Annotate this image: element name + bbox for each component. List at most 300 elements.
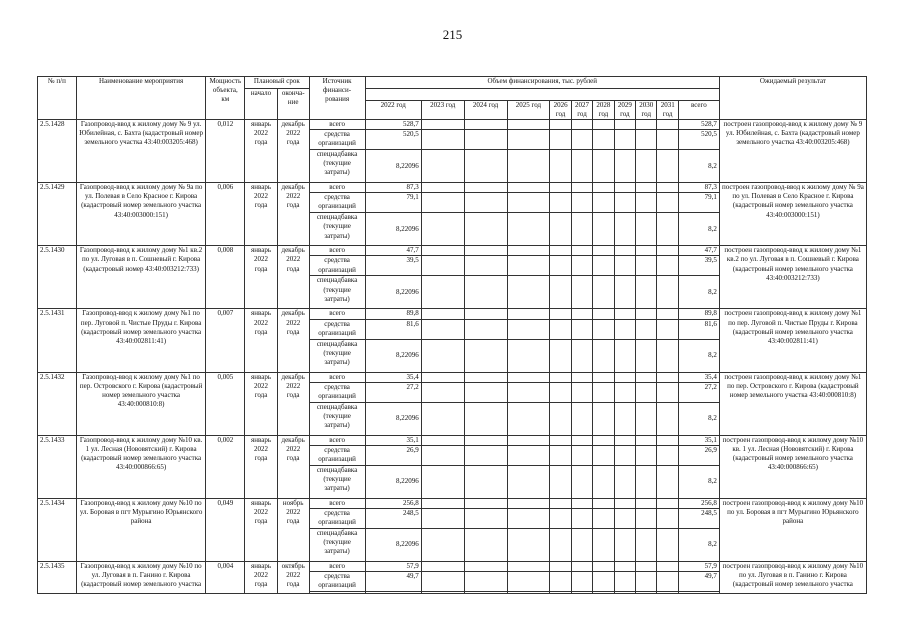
empty-cell xyxy=(507,382,550,402)
empty-cell xyxy=(571,402,592,435)
value-2022-org: 49,7 xyxy=(365,571,421,591)
source-org: средства организаций xyxy=(309,382,365,402)
source-org: средства организаций xyxy=(309,193,365,213)
empty-cell xyxy=(421,256,464,276)
empty-cell xyxy=(550,402,571,435)
table-row xyxy=(38,435,867,445)
value-2022-total: 89,8 xyxy=(365,309,421,319)
empty-cell xyxy=(571,508,592,528)
row-capacity: 0,005 xyxy=(206,372,245,435)
value-2022-org: 520,5 xyxy=(365,130,421,150)
value-total: 87,3 xyxy=(678,183,719,193)
empty-cell xyxy=(614,498,635,508)
empty-cell xyxy=(421,130,464,150)
row-result: построен газопровод-ввод к жилому дому №10 кв. 1 ул. Лесная (Нововятский) г. Кирова (кадастровый номер земельного участка 43:40:000866:65) xyxy=(719,435,866,498)
source-org: средства организаций xyxy=(309,319,365,339)
table-row xyxy=(38,561,867,571)
row-start: январь 2022 года xyxy=(245,498,278,561)
empty-cell xyxy=(636,256,657,276)
row-number: 2.5.1435 xyxy=(38,561,77,593)
row-end: декабрь 2022 года xyxy=(277,435,309,498)
value-2022-org: 248,5 xyxy=(365,508,421,528)
row-result: построен газопровод-ввод к жилому дому №1 по пер. Островского г. Кирова (кадастровый номер земельного участка 43:40:000810:8) xyxy=(719,372,866,435)
source-org: средства организаций xyxy=(309,508,365,528)
empty-cell xyxy=(464,372,507,382)
empty-cell xyxy=(571,130,592,150)
empty-cell xyxy=(636,508,657,528)
empty-cell xyxy=(507,213,550,246)
empty-cell xyxy=(421,561,464,571)
value-total-tariff: 8,2 xyxy=(678,276,719,309)
empty-cell xyxy=(657,591,678,593)
row-capacity: 0,012 xyxy=(206,120,245,183)
empty-cell xyxy=(636,319,657,339)
empty-cell xyxy=(550,528,571,561)
source-tariff: спецнадбавка (текущие затраты) xyxy=(309,276,365,309)
empty-cell xyxy=(614,571,635,591)
value-total-org: 39,5 xyxy=(678,256,719,276)
empty-cell xyxy=(614,508,635,528)
value-2022-tariff xyxy=(365,591,421,593)
empty-cell xyxy=(550,213,571,246)
value-total-tariff: 8,2 xyxy=(678,213,719,246)
empty-cell xyxy=(636,435,657,445)
empty-cell xyxy=(657,435,678,445)
empty-cell xyxy=(614,561,635,571)
value-total-org: 27,2 xyxy=(678,382,719,402)
empty-cell xyxy=(464,193,507,213)
value-2022-total: 256,8 xyxy=(365,498,421,508)
empty-cell xyxy=(636,372,657,382)
row-result: построен газопровод-ввод к жилому дому №10 по ул. Боровая в пгт Мурыгино Юрьянского района xyxy=(719,498,866,561)
row-result: построен газопровод-ввод к жилому дому №10 по ул. Луговая в п. Ганино г. Кирова (кадастровый номер земельного участка xyxy=(719,561,866,593)
table-row xyxy=(38,120,867,130)
empty-cell xyxy=(657,382,678,402)
empty-cell xyxy=(507,183,550,193)
value-total: 35,1 xyxy=(678,435,719,445)
row-end: декабрь 2022 года xyxy=(277,183,309,246)
header-source: Источник финанси-рования xyxy=(309,77,365,120)
empty-cell xyxy=(507,402,550,435)
header-result: Ожидаемый результат xyxy=(719,77,866,120)
empty-cell xyxy=(614,256,635,276)
header-funding: Объем финансирования, тыс. рублей xyxy=(365,77,719,89)
empty-cell xyxy=(550,571,571,591)
empty-cell xyxy=(421,382,464,402)
empty-cell xyxy=(421,120,464,130)
funding-table xyxy=(37,76,867,594)
header-year: 2031 год xyxy=(657,101,678,120)
empty-cell xyxy=(550,130,571,150)
empty-cell xyxy=(507,435,550,445)
value-2022-org: 81,6 xyxy=(365,319,421,339)
header-year: 2027 год xyxy=(571,101,592,120)
empty-cell xyxy=(657,246,678,256)
empty-cell xyxy=(657,319,678,339)
row-start: январь 2022 года xyxy=(245,246,278,309)
empty-cell xyxy=(464,130,507,150)
empty-cell xyxy=(464,498,507,508)
row-end: ноябрь 2022 года xyxy=(277,498,309,561)
empty-cell xyxy=(593,246,614,256)
header-year: 2024 год xyxy=(464,101,507,120)
empty-cell xyxy=(636,246,657,256)
value-total-tariff: 8,2 xyxy=(678,402,719,435)
empty-cell xyxy=(550,246,571,256)
value-total: 528,7 xyxy=(678,120,719,130)
empty-cell xyxy=(550,435,571,445)
value-total-org: 520,5 xyxy=(678,130,719,150)
empty-cell xyxy=(657,213,678,246)
row-start: январь 2022 года xyxy=(245,183,278,246)
header-year: 2029 год xyxy=(614,101,635,120)
empty-cell xyxy=(421,372,464,382)
row-name: Газопровод-ввод к жилому дому №1 по пер. Островского г. Кирова (кадастровый номер земельного участка 43:40:000810:8) xyxy=(76,372,206,435)
row-name: Газопровод-ввод к жилому дому №10 кв. 1 ул. Лесная (Нововятский) г. Кирова (кадастровый номер земельного участка 43:40:000866:65) xyxy=(76,435,206,498)
empty-cell xyxy=(593,183,614,193)
empty-cell xyxy=(507,372,550,382)
header-year: 2022 год xyxy=(365,101,421,120)
row-name: Газопровод-ввод к жилому дому № 9 ул. Юбилейная, с. Бахта (кадастровый номер земельного участка 43:40:003205:468) xyxy=(76,120,206,183)
row-start: январь 2022 года xyxy=(245,372,278,435)
value-2022-org: 27,2 xyxy=(365,382,421,402)
empty-cell xyxy=(464,435,507,445)
empty-cell xyxy=(571,193,592,213)
empty-cell xyxy=(636,183,657,193)
empty-cell xyxy=(571,120,592,130)
header-period: Плановый срок xyxy=(245,77,309,89)
source-total: всего xyxy=(309,183,365,193)
empty-cell xyxy=(507,561,550,571)
empty-cell xyxy=(636,150,657,183)
value-total: 57,9 xyxy=(678,561,719,571)
empty-cell xyxy=(571,435,592,445)
empty-cell xyxy=(657,193,678,213)
empty-cell xyxy=(550,465,571,498)
empty-cell xyxy=(421,465,464,498)
empty-cell xyxy=(657,508,678,528)
empty-cell xyxy=(421,193,464,213)
row-name: Газопровод-ввод к жилому дому №10 по ул. Луговая в п. Ганино г. Кирова (кадастровый номер земельного участка xyxy=(76,561,206,593)
empty-cell xyxy=(636,591,657,593)
empty-cell xyxy=(657,276,678,309)
empty-cell xyxy=(507,319,550,339)
empty-cell xyxy=(550,183,571,193)
value-total-org: 248,5 xyxy=(678,508,719,528)
empty-cell xyxy=(571,213,592,246)
empty-cell xyxy=(614,120,635,130)
empty-cell xyxy=(636,571,657,591)
empty-cell xyxy=(571,465,592,498)
empty-cell xyxy=(421,508,464,528)
empty-cell xyxy=(550,561,571,571)
value-2022-total: 528,7 xyxy=(365,120,421,130)
empty-cell xyxy=(550,319,571,339)
empty-cell xyxy=(507,246,550,256)
value-2022-total: 57,9 xyxy=(365,561,421,571)
source-total: всего xyxy=(309,309,365,319)
empty-cell xyxy=(657,256,678,276)
source-total: всего xyxy=(309,498,365,508)
empty-cell xyxy=(593,256,614,276)
empty-cell xyxy=(507,120,550,130)
value-total-tariff: 8,2 xyxy=(678,150,719,183)
empty-cell xyxy=(593,445,614,465)
table-row xyxy=(38,498,867,508)
empty-cell xyxy=(593,130,614,150)
row-end: октябрь 2022 года xyxy=(277,561,309,593)
empty-cell xyxy=(464,256,507,276)
empty-cell xyxy=(464,339,507,372)
value-total-tariff: 8,2 xyxy=(678,339,719,372)
empty-cell xyxy=(636,193,657,213)
source-tariff: спецнадбавка (текущие затраты) xyxy=(309,465,365,498)
value-2022-org: 39,5 xyxy=(365,256,421,276)
value-total: 89,8 xyxy=(678,309,719,319)
header-start: начало xyxy=(245,89,278,120)
empty-cell xyxy=(550,150,571,183)
row-end: декабрь 2022 года xyxy=(277,309,309,372)
value-2022-org: 26,9 xyxy=(365,445,421,465)
empty-cell xyxy=(550,591,571,593)
value-total-org: 26,9 xyxy=(678,445,719,465)
source-tariff: спецнадбавка (текущие затраты) xyxy=(309,402,365,435)
empty-cell xyxy=(421,402,464,435)
empty-cell xyxy=(593,571,614,591)
empty-cell xyxy=(593,120,614,130)
value-total-org: 81,6 xyxy=(678,319,719,339)
value-total-tariff: 8,2 xyxy=(678,528,719,561)
header-year: 2025 год xyxy=(507,101,550,120)
row-start: январь 2022 года xyxy=(245,435,278,498)
empty-cell xyxy=(507,571,550,591)
source-tariff: спецнадбавка (текущие затраты) xyxy=(309,213,365,246)
empty-cell xyxy=(507,339,550,372)
empty-cell xyxy=(614,150,635,183)
empty-cell xyxy=(593,193,614,213)
empty-cell xyxy=(636,309,657,319)
empty-cell xyxy=(571,256,592,276)
empty-cell xyxy=(593,276,614,309)
table-row xyxy=(38,183,867,193)
empty-cell xyxy=(507,591,550,593)
empty-cell xyxy=(636,130,657,150)
table-row xyxy=(38,246,867,256)
empty-cell xyxy=(571,150,592,183)
value-2022-total: 35,4 xyxy=(365,372,421,382)
value-2022-tariff: 8,22096 xyxy=(365,150,421,183)
empty-cell xyxy=(657,445,678,465)
row-capacity: 0,049 xyxy=(206,498,245,561)
empty-cell xyxy=(593,339,614,372)
empty-cell xyxy=(550,498,571,508)
empty-cell xyxy=(421,319,464,339)
header-year: 2023 год xyxy=(421,101,464,120)
empty-cell xyxy=(464,465,507,498)
empty-cell xyxy=(421,276,464,309)
empty-cell xyxy=(571,571,592,591)
empty-cell xyxy=(614,528,635,561)
empty-cell xyxy=(421,339,464,372)
row-end: декабрь 2022 года xyxy=(277,120,309,183)
empty-cell xyxy=(657,120,678,130)
empty-cell xyxy=(614,309,635,319)
header-total: всего xyxy=(678,101,719,120)
empty-cell xyxy=(571,246,592,256)
empty-cell xyxy=(614,591,635,593)
empty-cell xyxy=(464,120,507,130)
empty-cell xyxy=(507,309,550,319)
empty-cell xyxy=(593,435,614,445)
empty-cell xyxy=(614,319,635,339)
empty-cell xyxy=(614,382,635,402)
empty-cell xyxy=(571,591,592,593)
empty-cell xyxy=(593,309,614,319)
empty-cell xyxy=(421,571,464,591)
empty-cell xyxy=(464,276,507,309)
header-year: 2030 год xyxy=(636,101,657,120)
empty-cell xyxy=(550,256,571,276)
empty-cell xyxy=(421,528,464,561)
header-name: Наименование мероприятия xyxy=(76,77,206,120)
row-start: январь 2022 года xyxy=(245,120,278,183)
empty-cell xyxy=(421,445,464,465)
empty-cell xyxy=(571,309,592,319)
empty-cell xyxy=(614,193,635,213)
empty-cell xyxy=(614,372,635,382)
empty-cell xyxy=(421,591,464,593)
empty-cell xyxy=(507,445,550,465)
empty-cell xyxy=(421,213,464,246)
row-number: 2.5.1431 xyxy=(38,309,77,372)
empty-cell xyxy=(593,382,614,402)
empty-cell xyxy=(657,528,678,561)
empty-cell xyxy=(571,382,592,402)
row-name: Газопровод-ввод к жилому дому №10 по ул. Боровая в пгт Мурыгино Юрьянского района xyxy=(76,498,206,561)
empty-cell xyxy=(571,276,592,309)
source-tariff: спецнадбавка (текущие затраты) xyxy=(309,528,365,561)
empty-cell xyxy=(464,528,507,561)
empty-cell xyxy=(657,150,678,183)
table-row xyxy=(38,309,867,319)
row-number: 2.5.1430 xyxy=(38,246,77,309)
empty-cell xyxy=(614,276,635,309)
empty-cell xyxy=(636,528,657,561)
row-result: построен газопровод-ввод к жилому дому №1 по пер. Луговой п. Чистые Пруды г. Кирова (кадастровый номер земельного участка 43:40:002811:41) xyxy=(719,309,866,372)
source-tariff xyxy=(309,591,365,593)
empty-cell xyxy=(421,435,464,445)
row-capacity: 0,008 xyxy=(206,246,245,309)
empty-cell xyxy=(464,183,507,193)
empty-cell xyxy=(593,498,614,508)
row-capacity: 0,007 xyxy=(206,309,245,372)
row-capacity: 0,006 xyxy=(206,183,245,246)
empty-cell xyxy=(550,309,571,319)
value-2022-total: 35,1 xyxy=(365,435,421,445)
empty-cell xyxy=(507,276,550,309)
empty-cell xyxy=(593,213,614,246)
empty-cell xyxy=(657,372,678,382)
empty-cell xyxy=(571,498,592,508)
empty-cell xyxy=(657,339,678,372)
source-total: всего xyxy=(309,435,365,445)
empty-cell xyxy=(636,120,657,130)
empty-cell xyxy=(550,508,571,528)
value-total: 35,4 xyxy=(678,372,719,382)
empty-cell xyxy=(421,246,464,256)
empty-cell xyxy=(550,372,571,382)
empty-cell xyxy=(636,561,657,571)
row-number: 2.5.1429 xyxy=(38,183,77,246)
source-org: средства организаций xyxy=(309,130,365,150)
source-total: всего xyxy=(309,246,365,256)
empty-cell xyxy=(464,445,507,465)
empty-cell xyxy=(593,319,614,339)
row-number: 2.5.1432 xyxy=(38,372,77,435)
row-start: январь 2022 года xyxy=(245,309,278,372)
empty-cell xyxy=(614,465,635,498)
empty-cell xyxy=(507,508,550,528)
page-number: 215 xyxy=(442,27,463,42)
value-2022-tariff: 8,22096 xyxy=(365,276,421,309)
empty-cell xyxy=(550,382,571,402)
value-2022-tariff: 8,22096 xyxy=(365,465,421,498)
empty-cell xyxy=(614,213,635,246)
empty-cell xyxy=(657,402,678,435)
empty-cell xyxy=(550,120,571,130)
value-2022-tariff: 8,22096 xyxy=(365,213,421,246)
empty-cell xyxy=(657,465,678,498)
source-org: средства организаций xyxy=(309,256,365,276)
row-result: построен газопровод-ввод к жилому дому № 9а по ул. Полевая в Село Красное г. Кирова (кадастровый номер земельного участка 43:40:003000:151) xyxy=(719,183,866,246)
header-num: № п/п xyxy=(38,77,77,120)
empty-cell xyxy=(550,193,571,213)
empty-cell xyxy=(421,183,464,193)
empty-cell xyxy=(507,498,550,508)
value-2022-total: 87,3 xyxy=(365,183,421,193)
value-2022-org: 79,1 xyxy=(365,193,421,213)
empty-cell xyxy=(571,339,592,372)
empty-cell xyxy=(571,372,592,382)
empty-cell xyxy=(464,213,507,246)
empty-cell xyxy=(593,372,614,382)
empty-cell xyxy=(636,402,657,435)
empty-cell xyxy=(507,193,550,213)
source-org: средства организаций xyxy=(309,571,365,591)
empty-cell xyxy=(571,445,592,465)
empty-cell xyxy=(614,130,635,150)
empty-cell xyxy=(636,276,657,309)
empty-cell xyxy=(593,150,614,183)
empty-cell xyxy=(550,276,571,309)
empty-cell xyxy=(571,319,592,339)
row-end: декабрь 2022 года xyxy=(277,372,309,435)
empty-cell xyxy=(614,435,635,445)
empty-cell xyxy=(464,508,507,528)
empty-cell xyxy=(421,150,464,183)
table-row xyxy=(38,372,867,382)
empty-cell xyxy=(636,339,657,372)
empty-cell xyxy=(507,528,550,561)
empty-cell xyxy=(593,528,614,561)
header-year: 2026 год xyxy=(550,101,571,120)
empty-cell xyxy=(464,571,507,591)
value-2022-total: 47,7 xyxy=(365,246,421,256)
empty-cell xyxy=(593,508,614,528)
empty-cell xyxy=(657,183,678,193)
row-name: Газопровод-ввод к жилому дому №1 кв.2 по ул. Луговая в п. Сошневый г. Кирова (кадастровый номер 43:40:003212:733) xyxy=(76,246,206,309)
empty-cell xyxy=(571,183,592,193)
